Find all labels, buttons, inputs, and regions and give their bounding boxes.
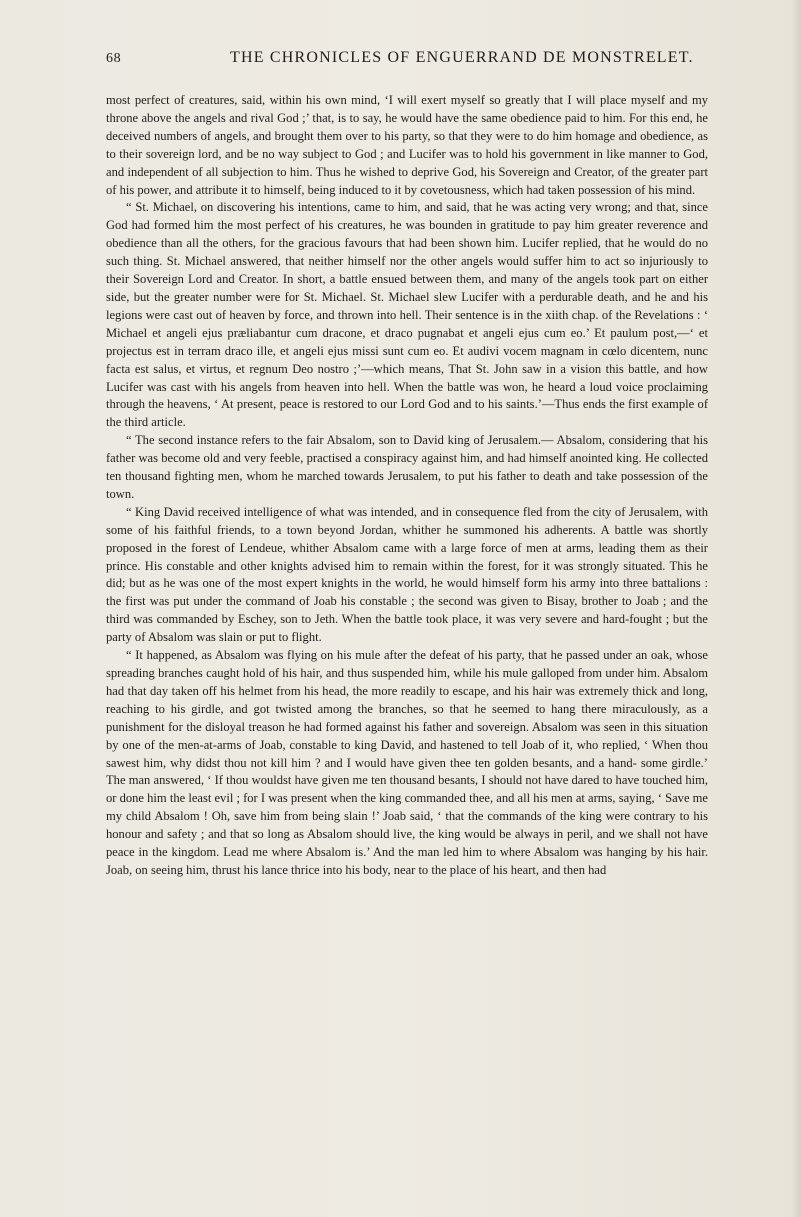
page-header — [106, 47, 708, 73]
paragraph: “ St. Michael, on discovering his intentions, came to him, and said, that he was acting very wrong; and that, since God had formed him the most perfect of his creatures, he was bounden in gratitude to pay him greater reverence and obedience than all the others, for the gracious favours that had been shown him. Lucifer replied, that he would do no such thing. St. Michael answered, that neither himself nor the other angels would suffer him to act so injuriously to their Sovereign Lord and Creator. In short, a battle ensued between them, and many of the angels took part on either side, but the greater number were for St. Michael. St. Michael slew Lucifer with a perdurable death, and he and his legions were cast out of heaven by force, and thrown into hell. Their sentence is in the xiith chap. of the Revelations : ‘ Michael et angeli ejus præliabantur cum dracone, et draco pugnabat et angeli ejus cum eo.’ Et paulum post,—‘ et projectus est in terram draco ille, et angeli ejus missi sunt cum eo. Et audivi vocem magnam in cœlo dicentem, nunc facta est salus, et virtus, et regnum Deo nostro ;’—which means, That St. John saw in a vision this battle, and how Lucifer was cast with his angels from heaven into hell. When the battle was won, he heard a loud voice proclaiming through the heavens, ‘ At present, peace is restored to our Lord God and to his saints.’—Thus ends the first example of the third article. — [106, 200, 708, 430]
paragraph: “ King David received intelligence of what was intended, and in consequence fled from the city of Jerusalem, with some of his faithful friends, to a town beyond Jordan, whither he summoned his adherents. A battle was shortly proposed in the forest of Lendeue, whither Absalom came with a large force of men at arms, leading them as their prince. His constable and other knights advised him to remain within the forest, for it was strongly situated. This he did; but as he was one of the most expert knights in the world, he would himself form his army into three battalions : the first was put under the command of Joab his constable ; the second was given to Bisay, brother to Joab ; and the third was commanded by Eschey, son to Jeth. When the battle took place, it was very severe and hard-fought ; but the party of Absalom was slain or put to flight. — [106, 504, 708, 645]
body-text — [106, 92, 708, 880]
page-edge-shadow — [791, 0, 801, 1217]
paragraph: “ The second instance refers to the fair Absalom, son to David king of Jerusalem.— Absalom, considering that his father was become old and very feeble, practised a conspiracy against him, and had himself anointed king. He collected ten thousand fighting men, whom he marched towards Jerusalem, to put his father to death and take possession of the town. — [106, 433, 708, 501]
running-title: THE CHRONICLES OF ENGUERRAND DE MONSTRELET. — [230, 49, 694, 66]
paragraph: “ It happened, as Absalom was flying on his mule after the defeat of his party, that he passed under an oak, whose spreading branches caught hold of his hair, and thus suspended him, while his mule galloped from under him. Absalom had that day taken off his helmet from his head, the more readily to escape, and his hair was extremely thick and long, reaching to his girdle, and got twisted among the branches, so that he seemed to hang there miraculously, as a punishment for the disloyal treason he had formed against his father and sovereign. Absalom was seen in this situation by one of the men-at-arms of Joab, constable to king David, and hastened to tell Joab of it, who replied, ‘ When thou sawest him, why didst thou not kill him ? and I would have given thee ten golden besants, and a hand- some girdle.’ The man answered, ‘ If thou wouldst have given me ten thousand besants, I should not have dared to have touched him, or done him the least evil ; for I was present when the king commanded thee, and all his men at arms, saying, ‘ Save me my child Absalom ! Oh, save him from being slain !’ Joab said, ‘ that the commands of the king were contrary to his honour and safety ; and that so long as Absalom should live, the king would be always in peril, and we shall not have peace in the kingdom. Lead me where Absalom is.’ And the man led him to where Absalom was hanging by his hair. Joab, on seeing him, thrust his lance thrice into his body, near to the place of his heart, and then had — [106, 648, 708, 877]
page-number: 68 — [106, 51, 122, 66]
paragraph: most perfect of creatures, said, within his own mind, ‘I will exert myself so greatly that I will place myself and my throne above the angels and rival God ;’ that, is to say, he would have the same obedience paid to him. For this end, he deceived numbers of angels, and brought them over to his party, so that they were to do him homage and obedience, as to their sovereign lord, and be no way subject to God ; and Lucifer was to hold his government in like manner to God, and independent of all subjection to him. Thus he wished to deprive God, his Sovereign and Creator, of the greater part of his power, and attribute it to himself, being induced to it by covetousness, which had taken possession of his mind. — [106, 93, 708, 197]
